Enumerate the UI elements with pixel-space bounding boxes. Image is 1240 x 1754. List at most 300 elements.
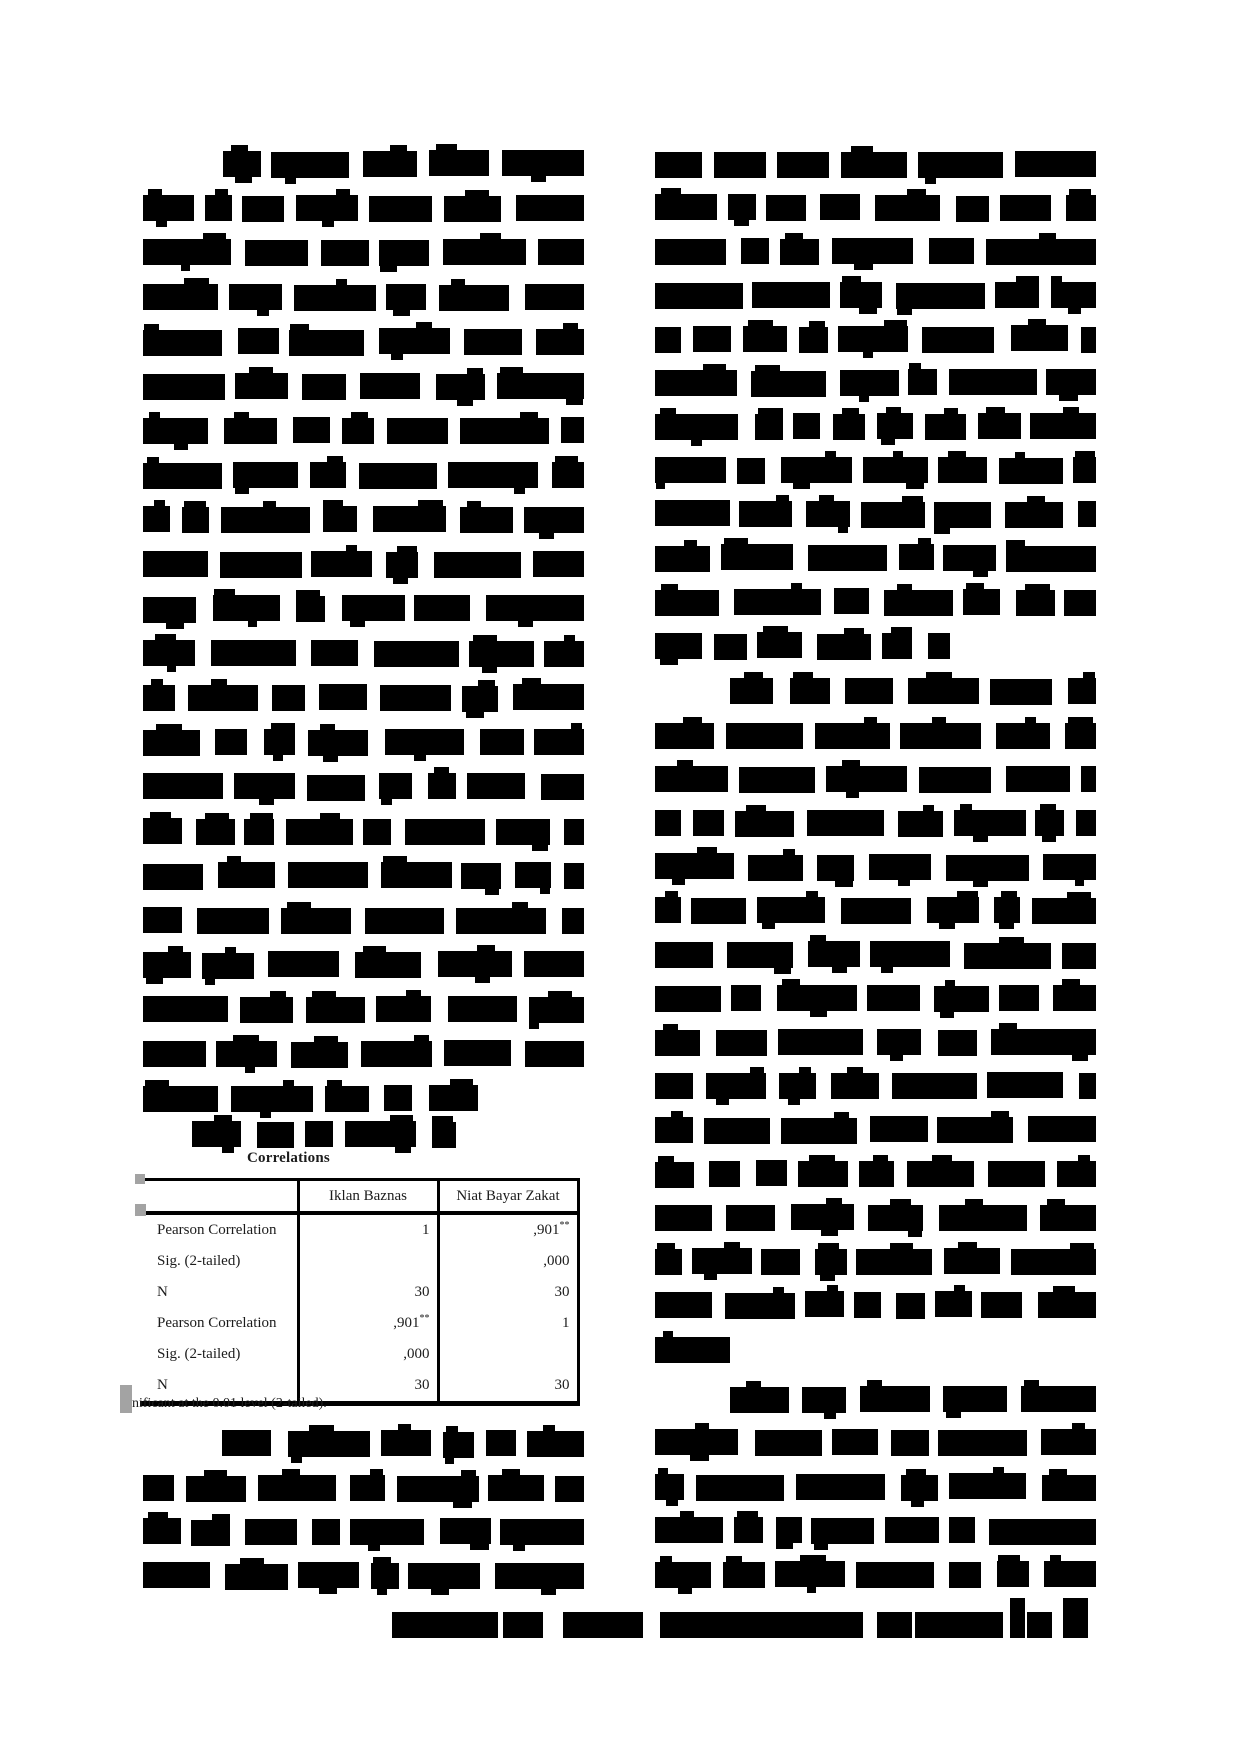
redacted-word-descender [940,1011,954,1018]
redacted-word-ascender [948,451,966,458]
redacted-word [143,996,228,1022]
redacted-word [655,633,702,659]
redacted-word [1068,678,1096,704]
redacted-word-descender [323,755,339,762]
redacted-word [791,1204,854,1230]
redacted-word-descender [946,1411,961,1418]
table-cell-value: 30 [438,1370,578,1404]
redacted-word [1081,766,1096,792]
redacted-word-descender [881,966,893,973]
row-label: Sig. (2-tailed) [157,1253,241,1269]
redacted-word [1042,1475,1096,1501]
redacted-word [796,1474,885,1500]
redacted-word [978,413,1021,439]
redacted-word-descender [832,966,847,973]
redacted-word-descender [814,1543,828,1550]
redacted-word-descender [391,353,403,360]
redacted-word [861,502,925,528]
redacted-word [216,1041,277,1067]
redacted-word [231,1086,314,1112]
redacted-word [934,502,991,528]
redacted-word [448,462,538,488]
redacted-word-ascender [1027,496,1045,503]
redacted-word [143,685,175,711]
redacted-word [222,1430,271,1456]
table-cell-value: ,901** [438,1213,578,1246]
redacted-word-ascender [155,634,176,641]
redacted-word-ascender [663,1331,673,1338]
redacted-word [294,285,376,311]
redacted-word [655,457,726,483]
redacted-word [756,1160,787,1186]
redacted-word-ascender [661,584,678,591]
redacted-word-ascender [1075,451,1095,458]
redacted-word-ascender [818,1243,838,1250]
redacted-word [755,414,784,440]
redacted-word [892,1073,977,1099]
redacted-word-descender [566,398,584,405]
redacted-word-descender [925,177,937,184]
redacted-word [735,811,793,837]
redacted-word-descender [531,175,546,182]
redacted-word [655,810,681,836]
redacted-word-ascender [684,540,697,547]
redacted-word [143,907,182,933]
redacted-word [1065,723,1096,749]
redacted-word [502,150,584,176]
redacted-word-ascender [1006,540,1025,547]
redacted-word [438,951,512,977]
redacted-word-ascender [397,546,417,553]
redacted-word-ascender [1039,233,1056,240]
redacted-word [365,908,443,934]
redacted-word [867,985,920,1011]
redacted-word [143,284,218,310]
redacted-word [811,1518,873,1544]
redacted-word [721,544,793,570]
redacted-word-ascender [657,1243,675,1250]
redacted-word [856,1562,934,1588]
redacted-footer-segment [1063,1598,1088,1638]
redacted-word-descender [734,219,750,226]
redacted-word [925,414,966,440]
redacted-word-ascender [965,1199,983,1206]
redacted-word-descender [911,1500,924,1507]
redacted-word [515,862,551,888]
redacted-footer-segment [877,1612,912,1638]
redacted-word [692,1248,752,1274]
row-label: Pearson Correlation [157,1222,277,1238]
redacted-word-ascender [465,190,489,197]
redacted-word-ascender [991,1111,1009,1118]
redacted-word-descender [146,977,163,984]
redacted-word [709,1161,741,1187]
redacted-word [1000,195,1050,221]
crop-handle [135,1204,146,1216]
redacted-word [311,551,372,577]
redacted-word [448,996,517,1022]
redacted-word-ascender [799,1067,811,1074]
redacted-word-descender [532,844,548,851]
redacted-word-ascender [373,1557,391,1564]
redacted-word [991,1029,1096,1055]
redacted-word [1032,898,1096,924]
redacted-word [997,1561,1029,1587]
redacted-word [1064,590,1096,616]
redacted-word-ascender [791,583,802,590]
redacted-word [988,1161,1045,1187]
redacted-word [737,458,765,484]
redacted-word [655,723,714,749]
redacted-word-ascender [851,146,874,153]
redacted-word [875,195,940,221]
redacted-word [1030,413,1096,439]
redacted-word-ascender [451,279,465,286]
redacted-word-ascender [737,1511,758,1518]
redacted-word-ascender [944,408,957,415]
redacted-word [385,729,464,755]
redacted-word-descender [181,264,190,271]
redacted-word [480,729,524,755]
column-header-niat-bayar-zakat: Niat Bayar Zakat [438,1180,578,1214]
redacted-word [359,463,436,489]
redacted-word [234,773,295,799]
redacted-word-ascender [1083,672,1095,679]
redacted-word [374,641,459,667]
redacted-word [429,150,489,176]
redacted-word [288,1431,371,1457]
table-cell-value: ,901** [298,1308,438,1339]
redacted-word-ascender [748,320,773,327]
redacted-word-ascender [724,538,748,545]
redacted-word-ascender [283,1080,295,1087]
redacted-word-ascender [203,233,226,240]
redacted-word-ascender [825,451,836,458]
redacted-word [884,590,953,616]
redacted-word [296,596,325,622]
redacted-word [891,1430,928,1456]
redacted-word-descender [835,880,852,887]
redacted-word [817,855,854,881]
redacted-word-ascender [548,991,572,998]
redacted-word [272,685,304,711]
redacted-word [730,1387,789,1413]
redacted-word-ascender [909,363,921,370]
redacted-word-descender [897,308,912,315]
redacted-word [655,897,681,923]
redacted-word [943,545,996,571]
redacted-word [1006,766,1069,792]
redacted-word [387,418,448,444]
redacted-word [728,194,756,220]
redacted-footer-segment [915,1612,1003,1638]
redacted-word [143,1041,206,1067]
redacted-word-ascender [658,1156,674,1163]
redacted-word [935,1291,972,1317]
redacted-word [723,1562,765,1588]
redacted-word [1057,1161,1096,1187]
table-cell-value: ,000 [298,1339,438,1370]
redacted-word [734,589,821,615]
redacted-word-ascender [663,1024,677,1031]
redacted-word [1005,502,1063,528]
redacted-word [281,908,351,934]
redacted-word-ascender [1025,584,1050,591]
redacted-word [143,818,182,844]
redacted-word [655,1117,693,1143]
redacted-word [949,1562,981,1588]
redacted-word-ascender [477,945,495,952]
redacted-word-descender [414,754,426,761]
redacted-word-ascender [726,1556,743,1563]
redacted-word [798,1161,848,1187]
redacted-word [215,729,247,755]
column-header-iklan-baznas: Iklan Baznas [298,1180,438,1214]
redacted-word-ascender [418,500,443,507]
redacted-word [202,953,254,979]
redacted-word-ascender [249,367,273,374]
redacted-word-ascender [312,991,336,998]
redacted-word-ascender [660,408,676,415]
redacted-word [841,898,911,924]
redacted-word-descender [260,1111,272,1118]
redacted-word [655,239,726,265]
redacted-word-ascender [467,368,483,375]
redacted-word-ascender [414,1035,429,1042]
redacted-word-ascender [782,979,800,986]
redacted-word-ascender [416,322,432,329]
redacted-word [360,373,420,399]
redacted-word [781,457,851,483]
redacted-word [870,941,950,967]
redacted-word [896,283,985,309]
redacted-word [379,328,449,354]
redacted-word [197,908,268,934]
redacted-word-ascender [918,538,931,545]
redacted-word [748,855,803,881]
redacted-word-ascender [363,946,386,953]
redacted-word-descender [762,922,775,929]
redacted-word [461,863,501,889]
redacted-word [752,282,830,308]
redacted-word-descender [1068,307,1081,314]
redacted-word [286,819,354,845]
redacted-word-ascender [660,1556,672,1563]
redacted-word [373,506,445,532]
redacted-word [363,819,391,845]
redacted-word-ascender [434,767,450,774]
redacted-word [1041,1429,1096,1455]
redacted-word-ascender [543,1425,555,1432]
redacted-word-descender [541,1588,556,1595]
redacted-word [538,239,584,265]
redacted-word [291,1042,348,1068]
redacted-word [854,1292,881,1318]
redacted-word [806,501,850,527]
redacted-word [342,595,406,621]
redacted-word-ascender [450,1079,473,1086]
redacted-word-descender [908,1230,923,1237]
redacted-word-ascender [478,680,495,687]
redacted-word [860,1386,930,1412]
redacted-word-descender [863,351,873,358]
redacted-word-ascender [336,279,347,286]
redacted-word-ascender [809,1155,834,1162]
redacted-word-ascender [724,1242,739,1249]
redacted-word [555,1476,584,1502]
redacted-word-ascender [776,495,789,502]
redacted-word [143,640,195,666]
redacted-word [298,1562,360,1588]
redacted-word [488,1475,544,1501]
redacted-word [877,413,913,439]
redacted-word [918,152,1002,178]
redacted-word-ascender [697,847,717,854]
redacted-word-descender [1072,1054,1089,1061]
redacted-word-descender [939,922,955,929]
redacted-word-descender [859,307,877,314]
redacted-word [838,326,909,352]
redacted-word [350,1475,385,1501]
redacted-word-descender [774,967,790,974]
redacted-word-ascender [563,323,578,330]
redacted-word-ascender [957,891,979,898]
redacted-word [790,678,829,704]
redacted-word [363,151,417,177]
redacted-word [444,196,500,222]
redacted-word-descender [881,438,895,445]
redacted-word-ascender [461,1470,476,1477]
redacted-word [213,595,280,621]
redacted-word [432,1122,456,1148]
redacted-word [655,1205,712,1231]
redacted-word-ascender [250,813,273,820]
redacted-word-ascender [954,1285,965,1292]
redacted-word [956,196,989,222]
redacted-word-descender [820,1274,835,1281]
redacted-word-ascender [1072,1423,1085,1430]
redacted-word-descender [793,482,810,489]
redacted-word-descender [381,798,392,805]
redacted-word-ascender [151,679,163,686]
redacted-word [143,1562,210,1588]
redacted-word-descender [395,1146,411,1153]
redacted-word-descender [380,265,396,272]
redacted-word [527,1431,584,1457]
redacted-word [379,240,429,266]
redacted-word [288,862,369,888]
redacted-word-descender [810,1010,827,1017]
redacted-word-ascender [168,946,183,953]
redacted-word [143,597,196,623]
redacted-word-ascender [864,717,876,724]
redacted-word [464,329,522,355]
redacted-word [564,819,584,845]
redacted-word [655,1562,711,1588]
redacted-word-ascender [446,1426,459,1433]
redacted-word-ascender [327,1080,342,1087]
redacted-word [143,864,203,890]
redacted-word-ascender [793,672,813,679]
redacted-word-ascender [658,1468,668,1475]
table-cell-value [298,1246,438,1277]
redacted-word-ascender [156,724,182,731]
redacted-word [743,326,786,352]
redacted-word [369,196,432,222]
redacted-word [655,1292,712,1318]
redacted-word-ascender [346,545,356,552]
redacted-word-descender [514,487,525,494]
redacted-word [946,855,1029,881]
redacted-word [533,551,584,577]
redacted-word-ascender [467,501,481,508]
redacted-word [734,1517,763,1543]
redacted-word [456,908,545,934]
redacted-word [380,685,451,711]
redacted-word-ascender [999,937,1023,944]
redacted-word-ascender [842,408,859,415]
redacted-word-descender [174,443,189,450]
redacted-word-descender [466,711,484,718]
redacted-word [706,1073,767,1099]
redacted-word [541,774,584,800]
redacted-word-descender [704,1273,717,1280]
redacted-word-descender [245,1066,255,1073]
redacted-word [781,1118,857,1144]
redacted-word [820,194,860,220]
redacted-word [444,1040,511,1066]
redacted-word-ascender [564,635,576,642]
table-cell-value: ,000 [438,1246,578,1277]
redacted-word-descender [445,1457,454,1464]
redacted-word-ascender [225,947,236,954]
redacted-word [751,371,826,397]
redacted-word-descender [205,978,216,985]
redacted-word-ascender [351,412,368,419]
redacted-word [805,1291,844,1317]
redacted-word [469,641,534,667]
redacted-word [693,810,724,836]
redacted-word-descender [540,887,550,894]
redacted-word-ascender [1067,892,1090,899]
redacted-word-ascender [671,1111,682,1118]
redacted-word [244,819,274,845]
row-label: N [157,1284,168,1300]
redacted-word [919,767,991,793]
redacted-word [143,239,231,265]
redacted-word-ascender [750,1067,763,1074]
redacted-word-descender [539,532,554,539]
redacted-word [655,986,721,1012]
redacted-word [381,862,451,888]
redacted-word [405,819,484,845]
redacted-word-ascender [1040,804,1055,811]
table-row [140,1246,578,1277]
redacted-word [1038,1292,1096,1318]
redacted-word-ascender [370,1469,383,1476]
redacted-word-descender [377,1588,387,1595]
redacted-word-descender [322,220,334,227]
redacted-word [757,897,825,923]
redacted-word-ascender [810,935,826,942]
redacted-word [1062,943,1096,969]
redacted-word [513,684,584,710]
redacted-word [949,1473,1026,1499]
redacted-word-ascender [571,723,582,730]
redacted-word-ascender [473,635,497,642]
redacted-word [780,239,820,265]
redacted-word [460,418,549,444]
